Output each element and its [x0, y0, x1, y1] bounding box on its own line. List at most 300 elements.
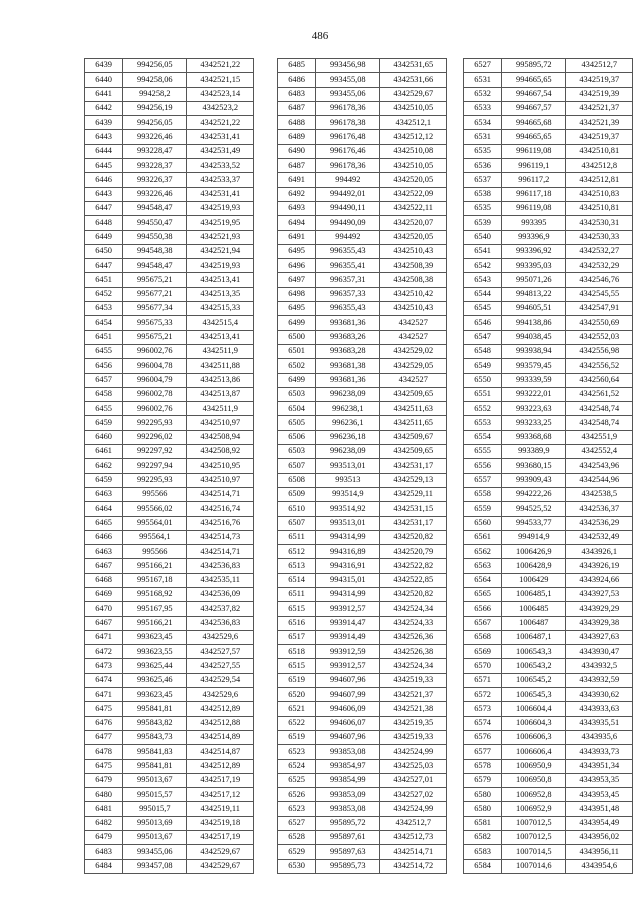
x-coordinate-cell: 993514,92	[316, 502, 380, 516]
x-coordinate-cell: 996178,36	[316, 159, 380, 173]
point-number-cell: 6551	[464, 387, 502, 401]
point-number-cell: 6505	[278, 416, 316, 430]
point-number-cell: 6510	[278, 502, 316, 516]
table-row	[85, 159, 254, 173]
table-row	[278, 273, 447, 287]
y-coordinate-cell: 4342532,27	[566, 244, 633, 258]
x-coordinate-cell: 996236,18	[316, 430, 380, 444]
table-row	[278, 101, 447, 115]
y-coordinate-cell: 4342536,09	[187, 587, 254, 601]
x-coordinate-cell: 1006604,4	[502, 702, 566, 716]
y-coordinate-cell: 4342519,35	[380, 716, 447, 730]
point-number-cell: 6566	[464, 602, 502, 616]
table-row	[464, 459, 633, 473]
point-number-cell: 6512	[278, 545, 316, 559]
point-number-cell: 6533	[464, 101, 502, 115]
table-row	[85, 216, 254, 230]
x-coordinate-cell: 994548,38	[123, 244, 187, 258]
table-row	[464, 373, 633, 387]
point-number-cell: 6562	[464, 545, 502, 559]
x-coordinate-cell: 994258,06	[123, 73, 187, 87]
table-row	[464, 387, 633, 401]
table-row	[85, 659, 254, 673]
y-coordinate-cell: 4343926,19	[566, 559, 633, 573]
x-coordinate-cell: 994315,01	[316, 573, 380, 587]
y-coordinate-cell: 4342521,22	[187, 59, 254, 73]
y-coordinate-cell: 4342520,05	[380, 173, 447, 187]
x-coordinate-cell: 995167,95	[123, 602, 187, 616]
table-row	[464, 530, 633, 544]
y-coordinate-cell: 4342531,15	[380, 502, 447, 516]
y-coordinate-cell: 4342521,22	[187, 116, 254, 130]
point-number-cell: 6449	[85, 230, 123, 244]
point-number-cell: 6467	[85, 559, 123, 573]
point-number-cell: 6487	[278, 159, 316, 173]
point-number-cell: 6527	[464, 59, 502, 73]
y-coordinate-cell: 4343930,47	[566, 645, 633, 659]
point-number-cell: 6457	[85, 373, 123, 387]
point-number-cell: 6557	[464, 473, 502, 487]
point-number-cell: 6528	[278, 831, 316, 845]
x-coordinate-cell: 994316,91	[316, 559, 380, 573]
x-coordinate-cell: 1006606,4	[502, 745, 566, 759]
y-coordinate-cell: 4342512,81	[566, 173, 633, 187]
y-coordinate-cell: 4342532,29	[566, 259, 633, 273]
table-row	[464, 259, 633, 273]
point-number-cell: 6558	[464, 487, 502, 501]
x-coordinate-cell: 994222,26	[502, 487, 566, 501]
point-number-cell: 6464	[85, 502, 123, 516]
x-coordinate-cell: 993228,47	[123, 144, 187, 158]
x-coordinate-cell: 993853,08	[316, 802, 380, 816]
x-coordinate-cell: 993226,46	[123, 130, 187, 144]
y-coordinate-cell: 4343927,53	[566, 587, 633, 601]
table-row	[278, 402, 447, 416]
y-coordinate-cell: 4342509,67	[380, 430, 447, 444]
y-coordinate-cell: 4342536,83	[187, 559, 254, 573]
table-row	[85, 244, 254, 258]
y-coordinate-cell: 4342527,57	[187, 645, 254, 659]
point-number-cell: 6504	[278, 402, 316, 416]
page-number: 486	[311, 30, 329, 42]
table-row	[278, 545, 447, 559]
x-coordinate-cell: 993513,01	[316, 516, 380, 530]
x-coordinate-cell: 1006485	[502, 602, 566, 616]
y-coordinate-cell: 4343935,51	[566, 716, 633, 730]
x-coordinate-cell: 994605,51	[502, 302, 566, 316]
x-coordinate-cell: 996004,78	[123, 359, 187, 373]
table-row	[278, 302, 447, 316]
table-row	[464, 201, 633, 215]
y-coordinate-cell: 4342521,15	[187, 73, 254, 87]
x-coordinate-cell: 996355,43	[316, 302, 380, 316]
table-row	[278, 559, 447, 573]
x-coordinate-cell: 996238,09	[316, 445, 380, 459]
x-coordinate-cell: 996117,18	[502, 187, 566, 201]
table-row	[85, 845, 254, 859]
point-number-cell: 6440	[85, 73, 123, 87]
x-coordinate-cell: 1006485,1	[502, 587, 566, 601]
y-coordinate-cell: 4342508,38	[380, 273, 447, 287]
point-number-cell: 6458	[85, 387, 123, 401]
x-coordinate-cell: 1006952,8	[502, 788, 566, 802]
point-number-cell: 6501	[278, 344, 316, 358]
table-row	[85, 59, 254, 73]
table-row	[85, 759, 254, 773]
point-number-cell: 6560	[464, 516, 502, 530]
point-number-cell: 6580	[464, 788, 502, 802]
table-row	[278, 487, 447, 501]
table-row	[464, 773, 633, 787]
table-row	[278, 702, 447, 716]
y-coordinate-cell: 4343951,48	[566, 802, 633, 816]
table-row	[464, 445, 633, 459]
point-number-cell: 6480	[85, 788, 123, 802]
y-coordinate-cell: 4342514,72	[380, 859, 447, 873]
point-number-cell: 6584	[464, 859, 502, 873]
point-number-cell: 6471	[85, 688, 123, 702]
y-coordinate-cell: 4342522,11	[380, 201, 447, 215]
point-number-cell: 6537	[464, 173, 502, 187]
x-coordinate-cell: 995013,67	[123, 773, 187, 787]
table-row	[278, 602, 447, 616]
y-coordinate-cell: 4342550,69	[566, 316, 633, 330]
point-number-cell: 6468	[85, 573, 123, 587]
point-number-cell: 6534	[464, 116, 502, 130]
x-coordinate-cell: 993683,28	[316, 344, 380, 358]
table-row	[464, 688, 633, 702]
point-number-cell: 6491	[278, 173, 316, 187]
x-coordinate-cell: 1006950,9	[502, 759, 566, 773]
point-number-cell: 6563	[464, 559, 502, 573]
table-row	[278, 459, 447, 473]
y-coordinate-cell: 4342531,17	[380, 516, 447, 530]
x-coordinate-cell: 994914,9	[502, 530, 566, 544]
x-coordinate-cell: 996002,76	[123, 402, 187, 416]
x-coordinate-cell: 993914,47	[316, 616, 380, 630]
x-coordinate-cell: 996119,08	[502, 144, 566, 158]
table-row	[464, 630, 633, 644]
table-row	[278, 344, 447, 358]
x-coordinate-cell: 995677,21	[123, 287, 187, 301]
y-coordinate-cell: 4342519,37	[566, 130, 633, 144]
point-number-cell: 6497	[278, 273, 316, 287]
y-coordinate-cell: 4342531,41	[187, 187, 254, 201]
point-number-cell: 6469	[85, 587, 123, 601]
x-coordinate-cell: 995841,81	[123, 702, 187, 716]
point-number-cell: 6568	[464, 630, 502, 644]
table-row	[85, 473, 254, 487]
point-number-cell: 6538	[464, 187, 502, 201]
y-coordinate-cell: 4342543,96	[566, 459, 633, 473]
x-coordinate-cell: 993233,25	[502, 416, 566, 430]
point-number-cell: 6463	[85, 545, 123, 559]
table-row	[464, 759, 633, 773]
x-coordinate-cell: 995841,83	[123, 745, 187, 759]
y-coordinate-cell: 4343929,38	[566, 616, 633, 630]
point-number-cell: 6572	[464, 688, 502, 702]
point-number-cell: 6441	[85, 87, 123, 101]
point-number-cell: 6489	[278, 130, 316, 144]
point-number-cell: 6471	[85, 630, 123, 644]
y-coordinate-cell: 4343929,29	[566, 602, 633, 616]
point-number-cell: 6522	[278, 716, 316, 730]
table-row	[85, 630, 254, 644]
table-row	[464, 816, 633, 830]
y-coordinate-cell: 4342510,81	[566, 144, 633, 158]
y-coordinate-cell: 4343933,63	[566, 702, 633, 716]
x-coordinate-cell: 994550,38	[123, 230, 187, 244]
point-number-cell: 6583	[464, 845, 502, 859]
table-row	[464, 659, 633, 673]
y-coordinate-cell: 4343930,62	[566, 688, 633, 702]
table-row	[278, 259, 447, 273]
x-coordinate-cell: 994665,65	[502, 73, 566, 87]
table-row	[278, 87, 447, 101]
x-coordinate-cell: 993853,09	[316, 788, 380, 802]
table-row	[278, 187, 447, 201]
table-row	[85, 559, 254, 573]
point-number-cell: 6550	[464, 373, 502, 387]
x-coordinate-cell: 994314,99	[316, 587, 380, 601]
x-coordinate-cell: 994550,47	[123, 216, 187, 230]
x-coordinate-cell: 993854,97	[316, 759, 380, 773]
x-coordinate-cell: 993223,63	[502, 402, 566, 416]
point-number-cell: 6463	[85, 487, 123, 501]
point-number-cell: 6540	[464, 230, 502, 244]
y-coordinate-cell: 4342529,11	[380, 487, 447, 501]
y-coordinate-cell: 4342530,31	[566, 216, 633, 230]
y-coordinate-cell: 4342521,39	[566, 116, 633, 130]
x-coordinate-cell: 996357,31	[316, 273, 380, 287]
table-row	[85, 130, 254, 144]
y-coordinate-cell: 4342510,05	[380, 101, 447, 115]
table-row	[278, 359, 447, 373]
table-row	[85, 502, 254, 516]
table-row	[278, 831, 447, 845]
point-number-cell: 6483	[85, 845, 123, 859]
y-coordinate-cell: 4342527	[380, 373, 447, 387]
coordinates-table-middle	[277, 58, 447, 874]
point-number-cell: 6466	[85, 530, 123, 544]
table-row	[85, 344, 254, 358]
point-number-cell: 6494	[278, 216, 316, 230]
y-coordinate-cell: 4342511,9	[187, 344, 254, 358]
y-coordinate-cell: 4342524,99	[380, 802, 447, 816]
x-coordinate-cell: 993396,9	[502, 230, 566, 244]
table-row	[85, 688, 254, 702]
y-coordinate-cell: 4342510,42	[380, 287, 447, 301]
y-coordinate-cell: 4342510,97	[187, 416, 254, 430]
y-coordinate-cell: 4342512,1	[380, 116, 447, 130]
point-number-cell: 6511	[278, 530, 316, 544]
table-row	[464, 359, 633, 373]
table-row	[464, 244, 633, 258]
table-row	[464, 545, 633, 559]
y-coordinate-cell: 4343954,6	[566, 859, 633, 873]
x-coordinate-cell: 993623,45	[123, 630, 187, 644]
table-row	[85, 416, 254, 430]
table-row	[85, 745, 254, 759]
point-number-cell: 6481	[85, 802, 123, 816]
table-row	[464, 216, 633, 230]
x-coordinate-cell: 996236,1	[316, 416, 380, 430]
point-number-cell: 6453	[85, 302, 123, 316]
point-number-cell: 6544	[464, 287, 502, 301]
x-coordinate-cell: 994813,22	[502, 287, 566, 301]
y-coordinate-cell: 4342526,36	[380, 630, 447, 644]
table-row	[464, 673, 633, 687]
table-row	[278, 802, 447, 816]
point-number-cell: 6515	[278, 659, 316, 673]
point-number-cell: 6486	[278, 73, 316, 87]
y-coordinate-cell: 4343933,73	[566, 745, 633, 759]
table-row	[464, 602, 633, 616]
y-coordinate-cell: 4342552,4	[566, 445, 633, 459]
y-coordinate-cell: 4342511,88	[187, 359, 254, 373]
point-number-cell: 6518	[278, 645, 316, 659]
y-coordinate-cell: 4342514,73	[187, 530, 254, 544]
x-coordinate-cell: 993625,46	[123, 673, 187, 687]
y-coordinate-cell: 4342524,34	[380, 659, 447, 673]
x-coordinate-cell: 994665,68	[502, 116, 566, 130]
x-coordinate-cell: 995166,21	[123, 616, 187, 630]
y-coordinate-cell: 4342520,82	[380, 530, 447, 544]
point-number-cell: 6530	[278, 859, 316, 873]
y-coordinate-cell: 4342525,03	[380, 759, 447, 773]
x-coordinate-cell: 996178,38	[316, 116, 380, 130]
table-row	[85, 816, 254, 830]
x-coordinate-cell: 996355,41	[316, 259, 380, 273]
table-row	[278, 573, 447, 587]
table-row	[278, 688, 447, 702]
point-number-cell: 6543	[464, 273, 502, 287]
x-coordinate-cell: 1006429	[502, 573, 566, 587]
x-coordinate-cell: 992297,94	[123, 459, 187, 473]
point-number-cell: 6556	[464, 459, 502, 473]
x-coordinate-cell: 995015,7	[123, 802, 187, 816]
y-coordinate-cell: 4342510,81	[566, 201, 633, 215]
point-number-cell: 6462	[85, 459, 123, 473]
y-coordinate-cell: 4342519,93	[187, 259, 254, 273]
x-coordinate-cell: 993909,43	[502, 473, 566, 487]
table-row	[278, 287, 447, 301]
table-row	[464, 430, 633, 444]
y-coordinate-cell: 4342517,19	[187, 831, 254, 845]
y-coordinate-cell: 4342527	[380, 330, 447, 344]
table-row	[464, 831, 633, 845]
x-coordinate-cell: 993579,45	[502, 359, 566, 373]
x-coordinate-cell: 993513	[316, 473, 380, 487]
point-number-cell: 6456	[85, 359, 123, 373]
x-coordinate-cell: 996119,1	[502, 159, 566, 173]
x-coordinate-cell: 996357,33	[316, 287, 380, 301]
x-coordinate-cell: 1006543,3	[502, 645, 566, 659]
table-row	[278, 330, 447, 344]
point-number-cell: 6461	[85, 445, 123, 459]
y-coordinate-cell: 4342510,43	[380, 244, 447, 258]
y-coordinate-cell: 4342521,94	[187, 244, 254, 258]
point-number-cell: 6535	[464, 144, 502, 158]
y-coordinate-cell: 4342519,33	[380, 673, 447, 687]
point-number-cell: 6442	[85, 101, 123, 115]
table-row	[464, 402, 633, 416]
y-coordinate-cell: 4342526,38	[380, 645, 447, 659]
y-coordinate-cell: 4342561,52	[566, 387, 633, 401]
point-number-cell: 6483	[278, 87, 316, 101]
x-coordinate-cell: 993681,36	[316, 316, 380, 330]
table-row	[464, 59, 633, 73]
x-coordinate-cell: 994492,01	[316, 187, 380, 201]
y-coordinate-cell: 4342530,33	[566, 230, 633, 244]
table-row	[464, 344, 633, 358]
point-number-cell: 6549	[464, 359, 502, 373]
y-coordinate-cell: 4342510,43	[380, 302, 447, 316]
table-row	[278, 530, 447, 544]
point-number-cell: 6459	[85, 416, 123, 430]
point-number-cell: 6455	[85, 402, 123, 416]
y-coordinate-cell: 4342537,82	[187, 602, 254, 616]
table-row	[278, 387, 447, 401]
y-coordinate-cell: 4343953,45	[566, 788, 633, 802]
point-number-cell: 6573	[464, 702, 502, 716]
x-coordinate-cell: 995013,67	[123, 831, 187, 845]
table-row	[278, 745, 447, 759]
table-row	[278, 502, 447, 516]
x-coordinate-cell: 996002,78	[123, 387, 187, 401]
point-number-cell: 6485	[278, 59, 316, 73]
x-coordinate-cell: 994607,96	[316, 730, 380, 744]
y-coordinate-cell: 4342527,55	[187, 659, 254, 673]
x-coordinate-cell: 995167,18	[123, 573, 187, 587]
point-number-cell: 6507	[278, 516, 316, 530]
table-row	[85, 459, 254, 473]
point-number-cell: 6500	[278, 330, 316, 344]
point-number-cell: 6569	[464, 645, 502, 659]
x-coordinate-cell: 994606,07	[316, 716, 380, 730]
x-coordinate-cell: 992295,93	[123, 416, 187, 430]
y-coordinate-cell: 4342556,52	[566, 359, 633, 373]
table-row	[278, 659, 447, 673]
table-row	[85, 402, 254, 416]
y-coordinate-cell: 4342521,93	[187, 230, 254, 244]
x-coordinate-cell: 1006604,3	[502, 716, 566, 730]
table-row	[85, 430, 254, 444]
point-number-cell: 6577	[464, 745, 502, 759]
y-coordinate-cell: 4342514,89	[187, 730, 254, 744]
x-coordinate-cell: 993513,01	[316, 459, 380, 473]
point-number-cell: 6516	[278, 616, 316, 630]
y-coordinate-cell: 4342519,93	[187, 201, 254, 215]
x-coordinate-cell: 1006543,2	[502, 659, 566, 673]
y-coordinate-cell: 4342529,67	[187, 859, 254, 873]
point-number-cell: 6508	[278, 473, 316, 487]
table-row	[85, 773, 254, 787]
x-coordinate-cell: 1007014,5	[502, 845, 566, 859]
table-row	[85, 173, 254, 187]
y-coordinate-cell: 4342512,88	[187, 716, 254, 730]
point-number-cell: 6531	[464, 130, 502, 144]
table-row	[278, 673, 447, 687]
table-row	[85, 387, 254, 401]
point-number-cell: 6495	[278, 244, 316, 258]
y-coordinate-cell: 4342508,39	[380, 259, 447, 273]
y-coordinate-cell: 4343954,49	[566, 816, 633, 830]
x-coordinate-cell: 995897,63	[316, 845, 380, 859]
point-number-cell: 6475	[85, 702, 123, 716]
table-row	[278, 373, 447, 387]
point-number-cell: 6565	[464, 587, 502, 601]
